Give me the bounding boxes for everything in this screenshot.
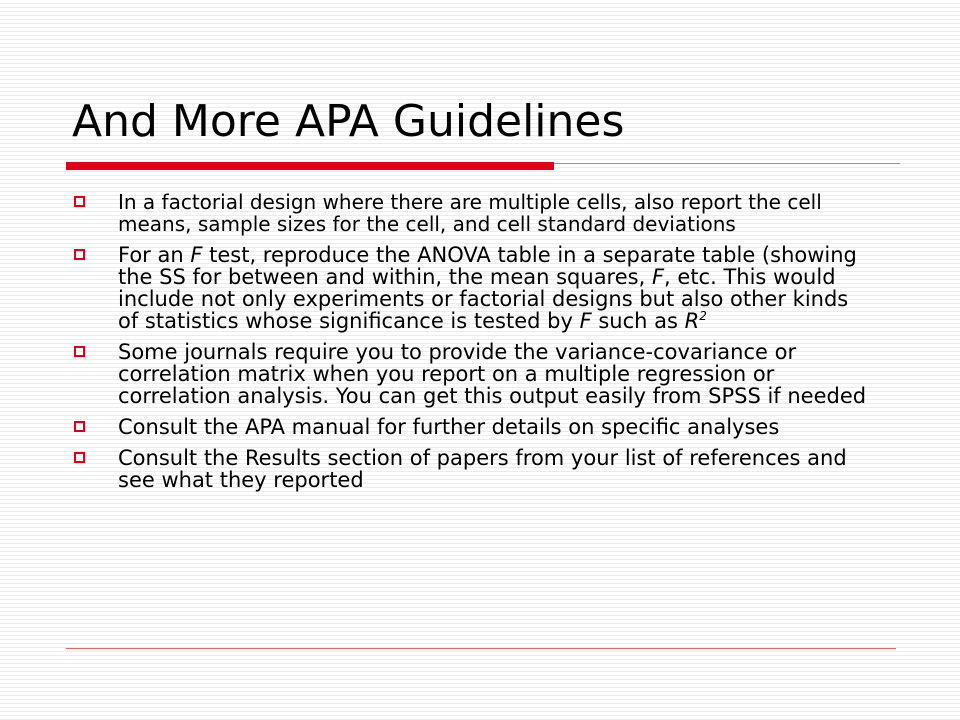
bullet-text: Some journals require you to provide the variance-covariance or correlation matrix when you report on a multiple regression or correlation analysis. You can get this output easily from SPSS if needed [118, 340, 867, 408]
title-underline-thin [554, 163, 900, 164]
hollow-square-icon [74, 249, 85, 260]
hollow-square-icon [74, 346, 85, 357]
bullet-text: In a factorial design where there are multiple cells, also report the cell means, sample sizes for the cell, and cell standard deviations [118, 190, 822, 236]
title-underline-accent [66, 162, 554, 170]
bullet-item [74, 416, 874, 438]
bullet-text: Consult the APA manual for further details on specific analyses [118, 415, 780, 439]
hollow-square-icon [74, 452, 85, 463]
slide-title: And More APA Guidelines [72, 96, 625, 147]
bullet-item [74, 244, 874, 332]
bullet-text: For an F test, reproduce the ANOVA table in a separate table (showing the SS for between and within, the mean squares, F, etc. This would include not only experiments or factorial designs but also other kinds of statistics whose significance is tested by F such as $R^2$ [118, 243, 857, 333]
bullet-item [74, 447, 874, 491]
hollow-square-icon [74, 421, 85, 432]
bullet-item [74, 191, 874, 235]
bullet-list [74, 191, 874, 500]
bullet-item [74, 341, 874, 407]
bullet-text: Consult the Results section of papers from your list of references and see what they reported [118, 446, 847, 492]
hollow-square-icon [74, 196, 85, 207]
footer-divider [66, 648, 896, 649]
